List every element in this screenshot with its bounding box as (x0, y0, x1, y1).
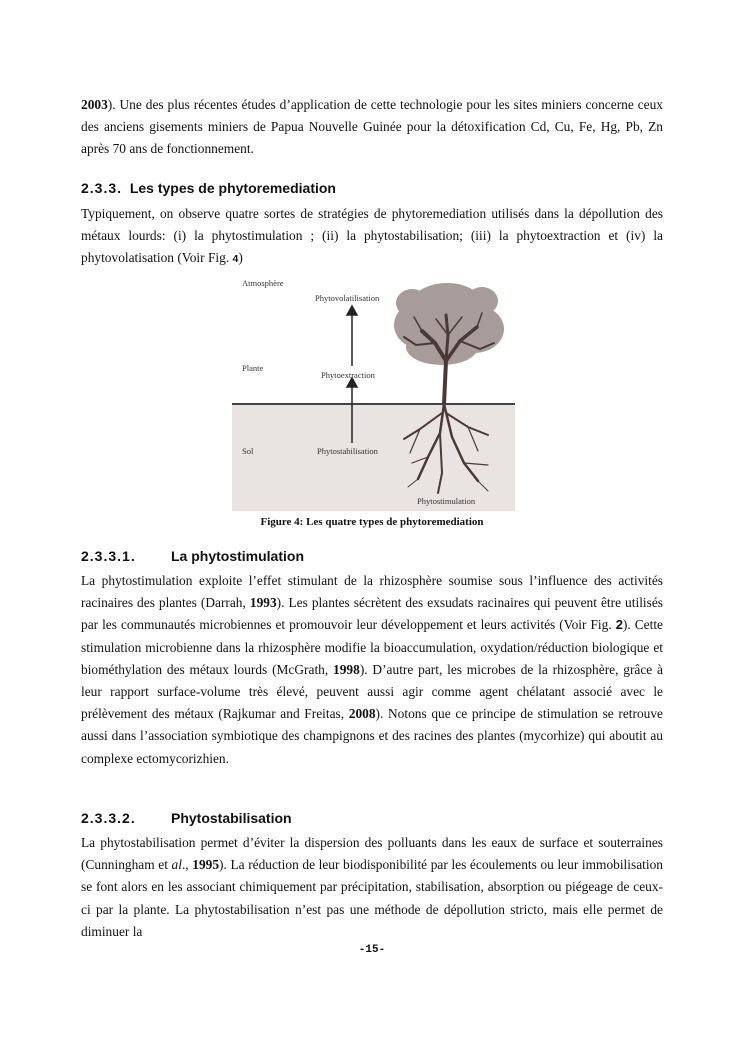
paragraph-text: ). D’autre part, les microbes de la rhizosphère, grâce à leur rapport surface-volume très élevé, peuvent aussi agir comme agent chélatant associé avec le prélèvement des métaux (Rajkumar and Freitas, (81, 661, 663, 722)
section-title: Les types de phytoremediation (129, 180, 336, 196)
section-number: 2.3.3. (81, 180, 123, 196)
year-ref: 1998 (333, 661, 360, 677)
section-heading-2-3-3-1 (81, 548, 304, 564)
paragraph-text: ). La réduction de leur biodisponibilité par les écoulements ou leur immobilisation se font alors en les associant chimiquement par précipitation, stabilisation, absorption ou piégeage de ceux-ci par la plante. La phytostabilisation n’est pas une méthode de dépollution stricto, mais elle permet de diminuer la (81, 857, 663, 939)
paragraph-phytostimulation (81, 570, 663, 770)
paragraph-phytostabilisation (81, 832, 663, 943)
soil-area (232, 404, 515, 511)
tree-diagram (232, 273, 515, 511)
paragraph-text: ). Une des plus récentes études d’application de cette technologie pour les sites miniers concerne ceux des anciens gisements miniers de Papua Nouvelle Guinée pour la détoxification Cd, Cu, Fe, Hg, Pb, Zn après 70 ans de fonctionnement. (81, 97, 663, 157)
year-ref: 1995 (192, 857, 220, 873)
paren-close: ) (238, 250, 243, 266)
paragraph-text: ). Cette stimulation microbienne dans la rhizosphère modifie la bioaccumulation, oxydation/réduction biologique et biométhylation des métaux lourds (McGrath, (81, 617, 663, 677)
paragraph-types (81, 203, 663, 271)
paragraph-text: Typiquement, on observe quatre sortes de stratégies de phytoremediation utilisés dans la dépollution des métaux lourds: (i) la phytostimulation ; (ii) la phytostabilisation; (iii) la phytoextraction et (iv) la phytovolatisation (Voir Fig. (81, 206, 663, 266)
year-ref: 2003 (81, 97, 108, 112)
section-number: 2.3.3.1. (81, 548, 136, 564)
paragraph-text: La phytostimulation exploite l’effet stimulant de la rhizosphère soumise sous l’influence des activités racinaires des plantes (Darrah, (81, 573, 663, 611)
year-ref: 1993 (249, 595, 277, 611)
label-phytostabilisation: Phytostabilisation (317, 446, 378, 456)
paragraph-text: ). Les plantes sécrètent des exsudats racinaires qui peuvent être utilisés par les communautés microbiennes et promouvoir leur développement et leurs activités (Voir Fig. (81, 595, 664, 633)
tree-canopy (394, 283, 504, 365)
label-atmosphere: Atmosphère (242, 278, 284, 288)
section-title: Phytostabilisation (171, 810, 292, 826)
figure-ref: 2 (615, 617, 623, 633)
label-plante: Plante (242, 363, 264, 373)
label-phytostimulation: Phytostimulation (417, 496, 476, 506)
paragraph-intro (81, 94, 663, 161)
paragraph-text: La phytostabilisation permet d’éviter la dispersion des polluants dans les eaux de surface et souterraines (Cunningham et (81, 835, 663, 873)
section-heading-2-3-3-2 (81, 810, 292, 826)
figure-caption: Figure 4: Les quatre types de phytoremediation (260, 516, 484, 528)
section-number: 2.3.3.2. (81, 810, 136, 826)
phytoremediation-figure (232, 273, 515, 511)
paragraph-text: ). Notons que ce principe de stimulation se retrouve aussi dans l’association symbiotique des champignons et des racines des plantes (mycorhize) qui aboutit au complexe ectomycorizhien. (81, 706, 663, 766)
label-sol: Sol (242, 446, 254, 456)
section-heading-2-3-3 (81, 180, 336, 196)
page-number: -15- (358, 944, 386, 956)
label-phytovolatilisation: Phytovolatilisation (315, 293, 380, 303)
figure-ref: 4 (232, 253, 239, 266)
italic-text: al (171, 857, 182, 873)
year-ref: 2008 (348, 706, 376, 722)
paragraph-text: ., (181, 857, 193, 873)
label-phytoextraction: Phytoextraction (321, 370, 375, 380)
section-title: La phytostimulation (171, 548, 304, 564)
